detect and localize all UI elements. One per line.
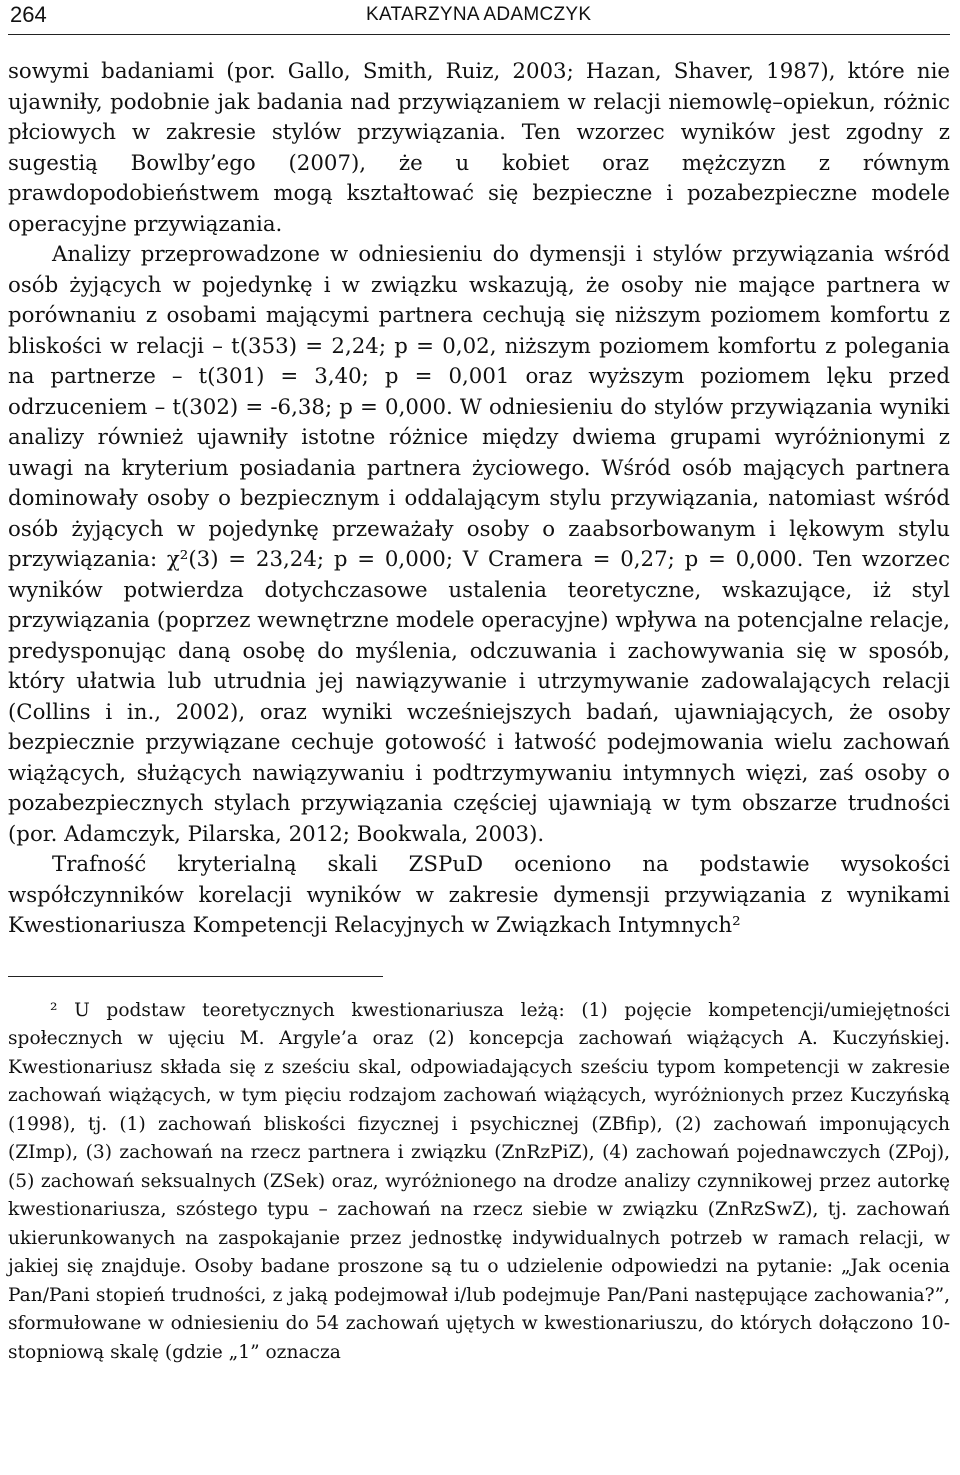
running-head-author: KATARZYNA ADAMCZYK (366, 4, 592, 25)
paragraph-continuation: sowymi badaniami (por. Gallo, Smith, Ruiz, 2003; Hazan, Shaver, 1987), które nie ujawniły, podobnie jak badania nad przywiązaniem w relacji niemowlę–opiekun, różnic płciowych w zakresie stylów przywiązania. Ten wzorzec wyników jest zgodny z sugestią Bowlby’ego (2007), że u kobiet oraz mężczyzn z równym prawdopodobieństwem mogą kształtować się bezpieczne i pozabezpieczne modele operacyjne przywiązania. (8, 59, 950, 237)
page-number: 264 (10, 2, 47, 27)
page (8, 0, 950, 1475)
paragraph-validity: Trafność kryterialną skali ZSPuD oceniono na podstawie wysokości współczynników korelacji wyników w zakresie dymensji przywiązania z wynikami Kwestionariusza Kompetencji Relacyjnych w Związkach Intymnych² (8, 852, 950, 938)
paragraph-analysis: Analizy przeprowadzone w odniesieniu do dymensji i stylów przywiązania wśród osób żyjących w pojedynkę i w związku wskazują, że osoby nie mające partnera w porównaniu z osobami mającymi partnera cechują się niższym poziomem komfortu z bliskości w relacji – t(353) = 2,24; p = 0,02, niższym poziomem komfortu z polegania na partnerze – t(301) = 3,40; p = 0,001 oraz wyższym poziomem lęku przed odrzuceniem – t(302) = -6,38; p = 0,000. W odniesieniu do stylów przywiązania wyniki analizy również ujawniły istotne różnice między dwiema grupami wyróżnionymi z uwagi na kryterium posiadania partnera życiowego. Wśród osób mających partnera dominowały osoby o bezpiecznym i oddalającym stylu przywiązania, natomiast wśród osób żyjących w pojedynkę przeważały osoby o zaabsorbowanym i lękowym stylu przywiązania: χ²(3) = 23,24; p = 0,000; V Cramera = 0,27; p = 0,000. Ten wzorzec wyników potwierdza dotychczasowe ustalenia teoretyczne, wskazujące, iż styl przywiązania (poprzez wewnętrzne modele operacyjne) wpływa na potencjalne relacje, predysponując daną osobę do myślenia, odczuwania i zachowywania się w sposób, który ułatwia lub utrudnia jej nawiązywanie i utrzymywanie zadowalających relacji (Collins i in., 2002), oraz wyniki wcześniejszych badań, ujawniających, że osoby bezpiecznie przywiązane cechuje gotowość i łatwość podejmowania wielu zachowań wiążących, służących nawiązywaniu i podtrzymywaniu intymnych więzi, zaś osoby o pozabezpiecznych stylach przywiązania częściej ujawniają w tym obszarze trudności (por. Adamczyk, Pilarska, 2012; Bookwala, 2003). (8, 242, 950, 847)
body-text (8, 57, 950, 942)
running-head (8, 0, 950, 35)
footnote-2: ² U podstaw teoretycznych kwestionariusza leżą: (1) pojęcie kompetencji/umiejętności społecznych w ujęciu M. Argyle’a oraz (2) koncepcja zachowań wiążących A. Kuczyńskiej. Kwestionariusz składa się z sześciu skal, odpowiadających sześciu typom kompetencji w zakresie zachowań wiążących, w tym pięciu rodzajom zachowań wiążących, wyróżnionych przez Kuczyńską (1998), tj. (1) zachowań bliskości fizycznej i psychicznej (ZBfip), (2) zachowań imponujących (ZImp), (3) zachowań na rzecz partnera i związku (ZnRzPiZ), (4) zachowań pojednawczych (ZPoj), (5) zachowań seksualnych (ZSek) oraz, wyróżnionego na drodze analizy czynnikowej przez autorkę kwestionariusza, szóstego typu – zachowań na rzecz siebie w związku (ZnRzSwZ), tj. zachowań ukierunkowanych na zaspokajanie przez jednostkę indywidualnych potrzeb w ramach relacji, w jakiej się znajduje. Osoby badane proszone są tu o udzielenie odpowiedzi na pytanie: „Jak ocenia Pan/Pani stopień trudności, z jaką podejmował i/lub podejmuje Pan/Pani następujące zachowania?”, sformułowane w odniesieniu do 54 zachowań ujętych w kwestionariuszu, do których dołączono 10-stopniową skalę (gdzie „1” oznacza (8, 999, 950, 1363)
footnote-rule (8, 976, 383, 977)
